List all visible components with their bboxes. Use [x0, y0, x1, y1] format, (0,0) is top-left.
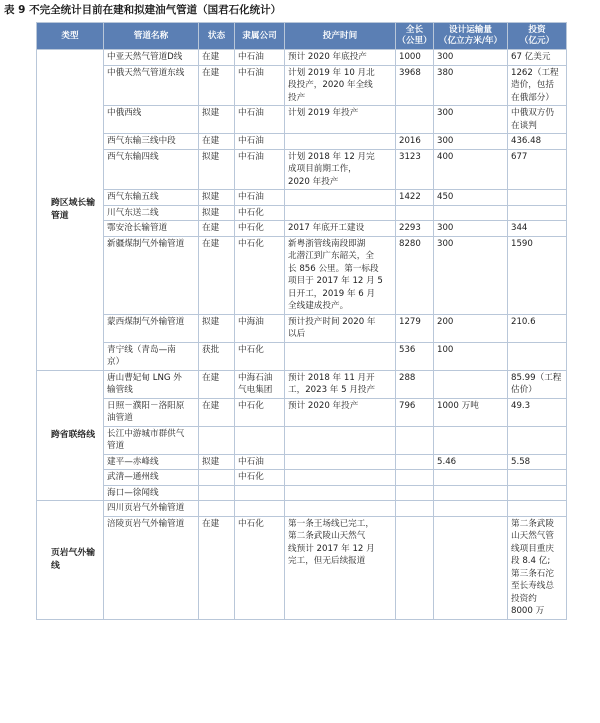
- cell-capacity: 450: [434, 190, 508, 206]
- table-row: [37, 470, 567, 486]
- cell-name: 青宁线（青岛—南 京）: [104, 342, 199, 370]
- cell-company: 中石油: [235, 134, 285, 150]
- cell-time: 预计 2020 年底投产: [285, 50, 396, 66]
- cell-capacity: [434, 501, 508, 517]
- cell-name: 唐山曹妃甸 LNG 外 输管线: [104, 370, 199, 398]
- cell-name: 日照－濮阳－洛阳原 油管道: [104, 398, 199, 426]
- cell-status: [199, 485, 235, 501]
- cell-status: 在建: [199, 50, 235, 66]
- cell-status: 在建: [199, 398, 235, 426]
- cell-name: 四川页岩气外输管道: [104, 501, 199, 517]
- header-name: 管道名称: [104, 23, 199, 50]
- table-row: [37, 426, 567, 454]
- cell-status: [199, 426, 235, 454]
- cell-name: 西气东输五线: [104, 190, 199, 206]
- cell-status: 在建: [199, 221, 235, 237]
- category-cell: 页岩气外输 线: [37, 501, 104, 620]
- cell-investment: 5.58: [508, 454, 567, 470]
- cell-time: [285, 134, 396, 150]
- cell-name: 鄂安沧长输管道: [104, 221, 199, 237]
- cell-company: 中石化: [235, 205, 285, 221]
- header-category: 类型: [37, 23, 104, 50]
- cell-company: [235, 485, 285, 501]
- cell-time: 预计投产时间 2020 年 以后: [285, 314, 396, 342]
- cell-company: 中石化: [235, 342, 285, 370]
- cell-capacity: 300: [434, 134, 508, 150]
- cell-time: 计划 2019 年投产: [285, 106, 396, 134]
- cell-company: 中石油: [235, 190, 285, 206]
- cell-capacity: 5.46: [434, 454, 508, 470]
- cell-time: 新粤浙管线南段即湖 北潜江到广东韶关，全 长 856 公里。第一标段 项目于 2017 年 12 月 5 日开工，2019 年 6 月 全线建成投产。: [285, 236, 396, 314]
- cell-time: [285, 342, 396, 370]
- cell-length: [396, 470, 434, 486]
- cell-time: 第一条王场线已完工， 第二条武陵山天然气 线预计 2017 年 12 月 完工，但无后续报道: [285, 516, 396, 619]
- cell-status: [199, 470, 235, 486]
- cell-name: 中俄天然气管道东线: [104, 65, 199, 106]
- cell-status: 在建: [199, 370, 235, 398]
- cell-status: 拟建: [199, 149, 235, 190]
- cell-capacity: [434, 485, 508, 501]
- table-row: [37, 501, 567, 517]
- table-row: [37, 205, 567, 221]
- cell-time: [285, 190, 396, 206]
- table-row: [37, 454, 567, 470]
- cell-investment: 344: [508, 221, 567, 237]
- cell-name: 川气东送二线: [104, 205, 199, 221]
- table-row: [37, 516, 567, 619]
- category-cell: 跨省联络线: [37, 370, 104, 501]
- header-company: 隶属公司: [235, 23, 285, 50]
- cell-company: 中海油: [235, 314, 285, 342]
- cell-status: 拟建: [199, 106, 235, 134]
- table-row: [37, 221, 567, 237]
- table-row: [37, 134, 567, 150]
- cell-investment: [508, 485, 567, 501]
- table-row: [37, 106, 567, 134]
- cell-length: 1422: [396, 190, 434, 206]
- cell-status: 拟建: [199, 190, 235, 206]
- cell-status: 拟建: [199, 314, 235, 342]
- header-status: 状态: [199, 23, 235, 50]
- cell-length: 1279: [396, 314, 434, 342]
- cell-company: 中石油: [235, 149, 285, 190]
- table-row: [37, 485, 567, 501]
- cell-time: 计划 2019 年 10 月北 段投产，2020 年全线 投产: [285, 65, 396, 106]
- cell-time: 计划 2018 年 12 月完 成项目前期工作， 2020 年投产: [285, 149, 396, 190]
- table-row: [37, 236, 567, 314]
- cell-length: 796: [396, 398, 434, 426]
- cell-capacity: [434, 426, 508, 454]
- table-row: [37, 370, 567, 398]
- cell-company: 中石化: [235, 470, 285, 486]
- cell-capacity: [434, 370, 508, 398]
- cell-time: [285, 501, 396, 517]
- cell-length: 1000: [396, 50, 434, 66]
- cell-company: 中石化: [235, 398, 285, 426]
- cell-investment: [508, 205, 567, 221]
- cell-investment: 中俄双方仍 在谈判: [508, 106, 567, 134]
- cell-capacity: 100: [434, 342, 508, 370]
- cell-status: 在建: [199, 134, 235, 150]
- cell-status: 在建: [199, 65, 235, 106]
- cell-name: 蒙西煤制气外输管道: [104, 314, 199, 342]
- cell-capacity: 300: [434, 236, 508, 314]
- cell-name: 新疆煤制气外输管道: [104, 236, 199, 314]
- pipeline-table: [36, 22, 567, 620]
- cell-time: [285, 470, 396, 486]
- table-row: [37, 190, 567, 206]
- cell-company: 中石油: [235, 50, 285, 66]
- cell-name: 海口—徐闻线: [104, 485, 199, 501]
- table-row: [37, 149, 567, 190]
- cell-investment: 1590: [508, 236, 567, 314]
- table-row: [37, 50, 567, 66]
- cell-investment: 210.6: [508, 314, 567, 342]
- cell-investment: 第二条武陵 山天然气管 线项目重庆 段 8.4 亿; 第三条石沱 至长寿线总 投资约 8000 万: [508, 516, 567, 619]
- cell-name: 建平—赤峰线: [104, 454, 199, 470]
- cell-length: 288: [396, 370, 434, 398]
- cell-name: 中俄西线: [104, 106, 199, 134]
- cell-investment: [508, 190, 567, 206]
- cell-time: [285, 426, 396, 454]
- cell-name: 中亚天然气管道D线: [104, 50, 199, 66]
- cell-name: 长江中游城市群供气 管道: [104, 426, 199, 454]
- header-investment: 投资 （亿元）: [508, 23, 567, 50]
- cell-length: 3123: [396, 149, 434, 190]
- cell-status: 拟建: [199, 205, 235, 221]
- cell-company: 中石油: [235, 106, 285, 134]
- cell-investment: [508, 426, 567, 454]
- table-row: [37, 398, 567, 426]
- cell-length: [396, 106, 434, 134]
- cell-time: [285, 485, 396, 501]
- cell-capacity: 300: [434, 50, 508, 66]
- table-row: [37, 314, 567, 342]
- cell-length: [396, 485, 434, 501]
- cell-investment: 677: [508, 149, 567, 190]
- cell-name: 西气东输四线: [104, 149, 199, 190]
- cell-length: [396, 454, 434, 470]
- cell-name: 武清—通州线: [104, 470, 199, 486]
- cell-capacity: 380: [434, 65, 508, 106]
- cell-time: [285, 454, 396, 470]
- cell-length: [396, 205, 434, 221]
- cell-company: [235, 426, 285, 454]
- table-row: [37, 65, 567, 106]
- cell-time: 预计 2018 年 11 月开 工，2023 年 5 月投产: [285, 370, 396, 398]
- cell-capacity: [434, 470, 508, 486]
- cell-length: [396, 426, 434, 454]
- cell-status: 在建: [199, 236, 235, 314]
- cell-capacity: 300: [434, 221, 508, 237]
- header-length: 全长 （公里）: [396, 23, 434, 50]
- cell-status: 获批: [199, 342, 235, 370]
- cell-capacity: 1000 万吨: [434, 398, 508, 426]
- cell-company: 中石化: [235, 221, 285, 237]
- cell-capacity: 400: [434, 149, 508, 190]
- cell-length: [396, 501, 434, 517]
- cell-company: 中石化: [235, 236, 285, 314]
- cell-company: [235, 501, 285, 517]
- cell-length: 2293: [396, 221, 434, 237]
- table-body: [37, 50, 567, 620]
- header-time: 投产时间: [285, 23, 396, 50]
- cell-investment: [508, 501, 567, 517]
- cell-length: [396, 516, 434, 619]
- cell-length: 3968: [396, 65, 434, 106]
- cell-company: 中石油: [235, 65, 285, 106]
- cell-capacity: [434, 205, 508, 221]
- cell-status: 拟建: [199, 454, 235, 470]
- cell-length: 536: [396, 342, 434, 370]
- cell-investment: 49.3: [508, 398, 567, 426]
- cell-status: [199, 501, 235, 517]
- header-row: [37, 23, 567, 50]
- table-title: 表 9 不完全统计目前在建和拟建油气管道（国君石化统计）: [4, 4, 282, 16]
- cell-investment: 67 亿美元: [508, 50, 567, 66]
- cell-company: 中石油: [235, 454, 285, 470]
- cell-investment: 436.48: [508, 134, 567, 150]
- cell-capacity: 200: [434, 314, 508, 342]
- cell-length: 2016: [396, 134, 434, 150]
- cell-status: 在建: [199, 516, 235, 619]
- cell-time: 2017 年底开工建设: [285, 221, 396, 237]
- category-cell: 跨区域长输 管道: [37, 50, 104, 371]
- cell-investment: 85.99（工程 估价）: [508, 370, 567, 398]
- cell-company: 中海石油 气电集团: [235, 370, 285, 398]
- cell-investment: [508, 342, 567, 370]
- cell-company: 中石化: [235, 516, 285, 619]
- cell-investment: 1262（工程 造价，包括 在俄部分）: [508, 65, 567, 106]
- cell-name: 西气东输三线中段: [104, 134, 199, 150]
- cell-name: 涪陵页岩气外输管道: [104, 516, 199, 619]
- cell-capacity: 300: [434, 106, 508, 134]
- cell-time: 预计 2020 年投产: [285, 398, 396, 426]
- cell-time: [285, 205, 396, 221]
- cell-capacity: [434, 516, 508, 619]
- cell-investment: [508, 470, 567, 486]
- table-row: [37, 342, 567, 370]
- cell-length: 8280: [396, 236, 434, 314]
- header-capacity: 设计运输量 （亿立方米/年）: [434, 23, 508, 50]
